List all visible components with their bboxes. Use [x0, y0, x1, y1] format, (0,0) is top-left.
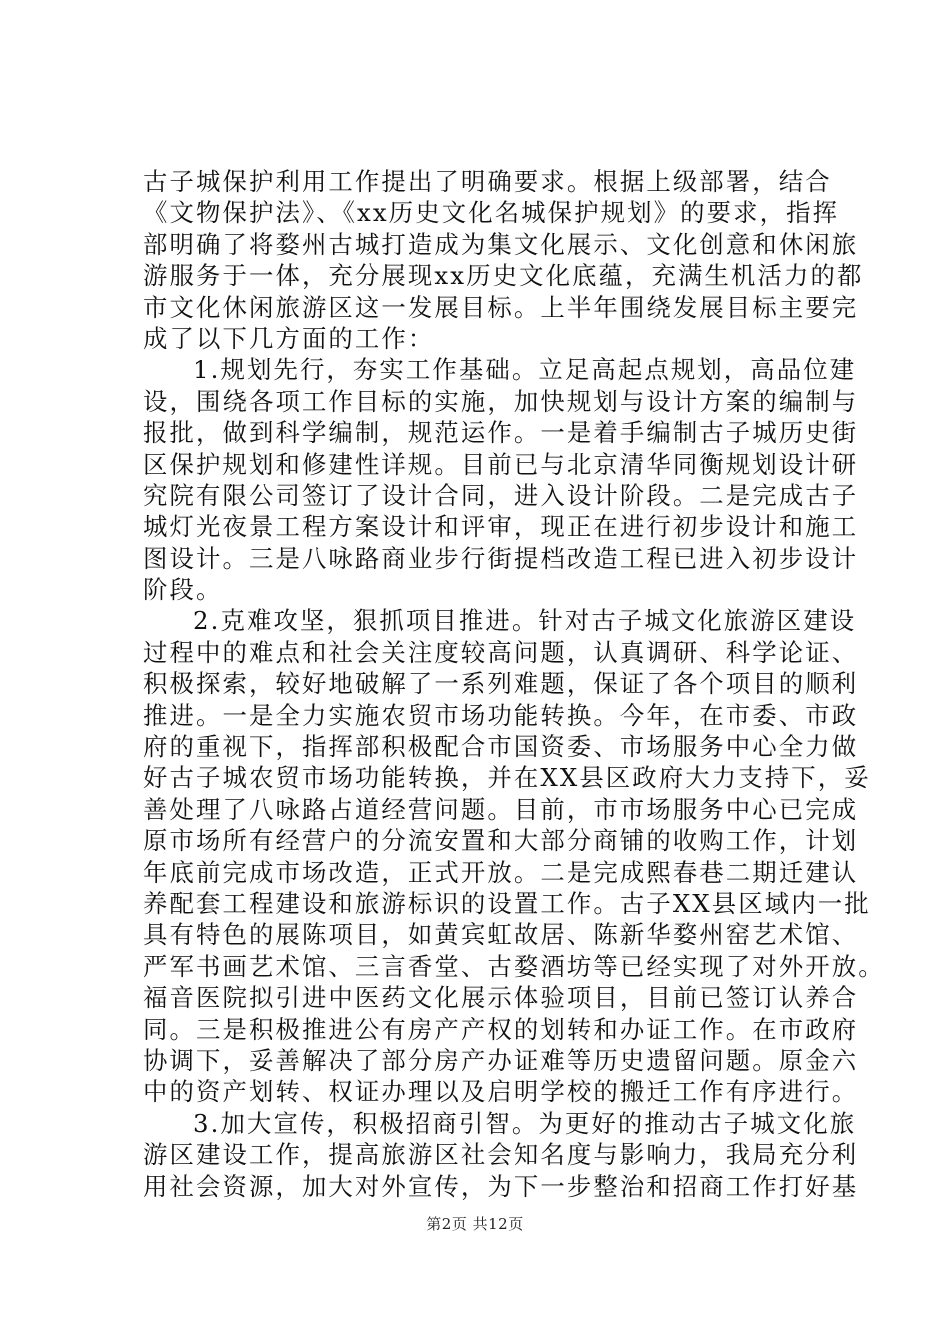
text-line: 究院有限公司签订了设计合同，进入设计阶段。二是完成古子 — [143, 480, 859, 510]
text-line: 设，围绕各项工作目标的实施，加快规划与设计方案的编制与 — [143, 386, 859, 416]
text-line: 图设计。三是八咏路商业步行街提档改造工程已进入初步设计 — [143, 543, 859, 573]
text-line: 市文化休闲旅游区这一发展目标。上半年围绕发展目标主要完 — [143, 292, 859, 322]
text-line: 严军书画艺术馆、三言香堂、古婺酒坊等已经实现了对外开放。 — [143, 951, 885, 981]
text-line: 好古子城农贸市场功能转换，并在XX县区政府大力支持下，妥 — [143, 763, 871, 793]
text-line: 府的重视下，指挥部积极配合市国资委、市场服务中心全力做 — [143, 732, 859, 762]
text-line: 区保护规划和修建性详规。目前已与北京清华同衡规划设计研 — [143, 449, 859, 479]
text-line: 古子城保护利用工作提出了明确要求。根据上级部署，结合 — [143, 167, 832, 196]
text-line: 部明确了将婺州古城打造成为集文化展示、文化创意和休闲旅 — [143, 229, 859, 259]
paragraph-first-line: 1.规划先行，夯实工作基础。立足高起点规划，高品位建 — [193, 355, 857, 385]
document-body — [143, 166, 885, 1202]
text-line: 年底前完成市场改造，正式开放。二是完成熙春巷二期迁建认 — [143, 857, 859, 887]
paragraph-first-line: 2.克难攻坚，狠抓项目推进。针对古子城文化旅游区建设 — [193, 606, 857, 636]
text-line: 具有特色的展陈项目，如黄宾虹故居、陈新华婺州窑艺术馆、 — [143, 920, 859, 950]
text-line: 推进。一是全力实施农贸市场功能转换。今年，在市委、市政 — [143, 700, 859, 730]
text-line: 游区建设工作，提高旅游区社会知名度与影响力，我局充分利 — [143, 1140, 859, 1170]
text-line: 养配套工程建设和旅游标识的设置工作。古子XX县区域内一批 — [143, 888, 871, 918]
text-line: 游服务于一体，充分展现xx历史文化底蕴，充满生机活力的都 — [143, 261, 864, 291]
text-line: 《文物保护法》、《xx历史文化名城保护规划》的要求，指挥 — [143, 198, 840, 228]
paragraph-first-line: 3.加大宣传，积极招商引智。为更好的推动古子城文化旅 — [193, 1108, 857, 1138]
text-line: 城灯光夜景工程方案设计和评审，现正在进行初步设计和施工 — [143, 512, 859, 542]
text-line: 中的资产划转、权证办理以及启明学校的搬迁工作有序进行。 — [143, 1077, 859, 1107]
text-line: 过程中的难点和社会关注度较高问题，认真调研、科学论证、 — [143, 637, 859, 667]
text-line: 报批，做到科学编制，规范运作。一是着手编制古子城历史街 — [143, 418, 859, 448]
text-line: 阶段。 — [143, 575, 223, 605]
text-line: 积极探索，较好地破解了一系列难题，保证了各个项目的顺利 — [143, 669, 859, 699]
text-line: 同。三是积极推进公有房产产权的划转和办证工作。在市政府 — [143, 1014, 859, 1044]
text-line: 协调下，妥善解决了部分房产办证难等历史遗留问题。原金六 — [143, 1045, 859, 1075]
text-line: 福音医院拟引进中医药文化展示体验项目，目前已签订认养合 — [143, 983, 859, 1013]
text-line: 成了以下几方面的工作： — [143, 323, 435, 353]
text-line: 善处理了八咏路占道经营问题。目前，市市场服务中心已完成 — [143, 794, 859, 824]
text-line: 用社会资源，加大对外宣传，为下一步整治和招商工作打好基 — [143, 1171, 859, 1201]
text-line: 原市场所有经营户的分流安置和大部分商铺的收购工作，计划 — [143, 826, 859, 856]
page-footer: 第2页 共12页 — [426, 1215, 524, 1233]
